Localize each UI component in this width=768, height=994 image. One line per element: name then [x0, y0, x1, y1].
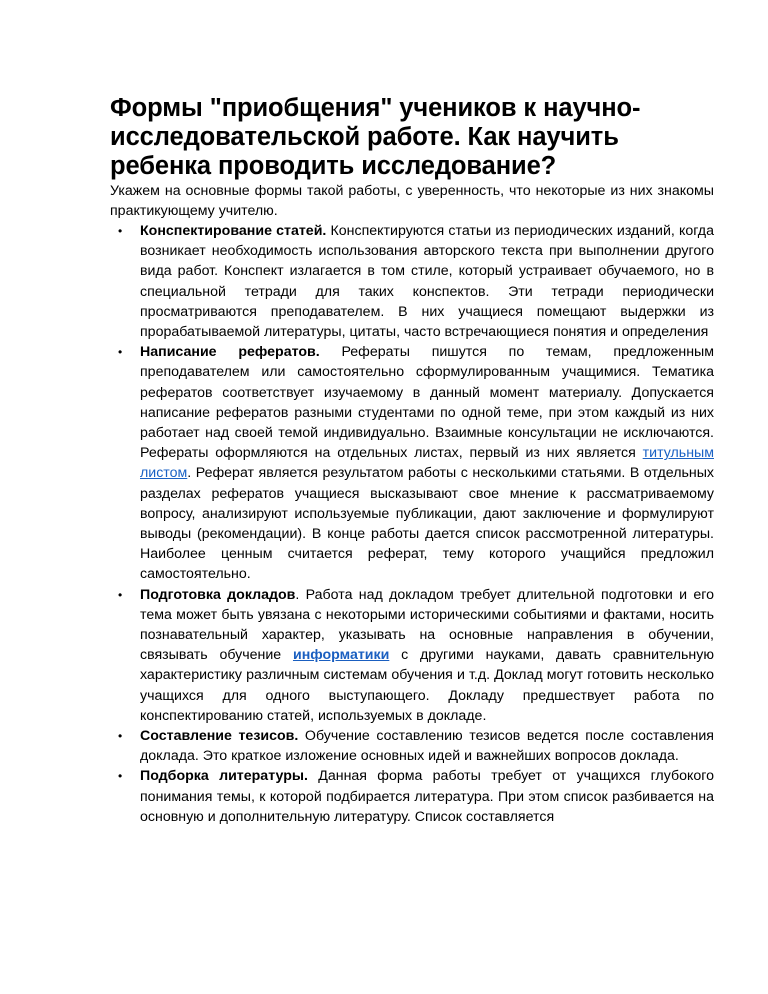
bullet-icon: •: [118, 587, 123, 602]
list-item-tezisy: [110, 726, 714, 766]
intro-paragraph: Укажем на основные формы такой работы, с уверенность, что некоторые из них знакомы практикующему учителю.: [110, 183, 714, 219]
list-item-referaty: [110, 342, 714, 584]
item-heading: Подборка литературы.: [140, 768, 308, 785]
document-page: [110, 94, 714, 827]
item-text: . Работа над докладом требует длительной подготовки и его тема может быть увязана с некоторыми историческими событиями и фактами, носить познавательный характер, указывать на основные направления в обучении, связывать обучение: [140, 586, 714, 664]
informatics-link[interactable]: информатики: [292, 647, 390, 664]
item-text: Данная форма работы требует от учащихся глубокого понимания темы, к которой подбирается литература. При этом список разбивается на основную и дополнительную литературу. Список составляется: [140, 768, 714, 825]
item-text: Обучение составлению тезисов ведется после составления доклада. Это краткое изложение основных идей и важнейших вопросов доклада.: [140, 728, 714, 765]
list-item-doklady: [110, 585, 714, 726]
list-item-literatura: [110, 766, 714, 827]
bullet-icon: •: [118, 769, 123, 784]
item-text-continued: . Реферат является результатом работы с несколькими статьями. В отдельных разделах рефератов учащиеся высказывают свое мнение к рассматриваемому вопросу, анализируют используемые публикации, дают заключение и формулируют выводы (рекомендации). В конце работы дается список рассмотренной литературы. Наиболее ценным считается реферат, тему которого учащийся предложил самостоятельно.: [140, 465, 714, 583]
item-heading: Написание рефератов.: [140, 344, 320, 361]
item-text: Конспектируются статьи из периодических изданий, когда возникает необходимость использования авторского текста при выполнении другого вида работ. Конспект излагается в том стиле, который устраивает обучаемого, но в специальной тетради для таких конспектов. Эти тетради периодически просматриваются преподавателем. В них учащиеся помещают выдержки из прорабатываемой литературы, цитаты, часто встречающиеся понятия и определения: [140, 223, 714, 341]
bullet-icon: •: [118, 729, 123, 744]
title-page-link[interactable]: титульным листом: [140, 445, 714, 482]
page-title: Формы "приобщения" учеников к научно-исследовательской работе. Как научить ребенка проводить исследование?: [110, 94, 641, 180]
item-text: Рефераты пишутся по темам, предложенным преподавателем или самостоятельно сформулированным учащимися. Тематика рефератов соответствует изучаемому в данный момент материалу. Допускается написание рефератов разными студентами по одной теме, при этом каждый из них работает над своей темой индивидуально. Взаимные консультации не исключаются. Рефераты оформляются на отдельных листах, первый из них является: [140, 344, 714, 462]
bullet-icon: •: [118, 345, 123, 360]
item-text-continued: с другими науками, давать сравнительную характеристику различным системам обучения и т.д. Доклад могут готовить несколько учащихся для одного выступающего. Докладу предшествует работа по конспектированию статей, используемых в докладе.: [140, 647, 714, 724]
forms-list: [110, 221, 714, 827]
item-heading: Конспектирование статей.: [140, 223, 327, 239]
item-heading: Составление тезисов.: [140, 728, 299, 745]
bullet-icon: •: [118, 224, 123, 238]
list-item-konspekt: [110, 221, 714, 342]
item-heading: Подготовка докладов: [140, 586, 296, 603]
